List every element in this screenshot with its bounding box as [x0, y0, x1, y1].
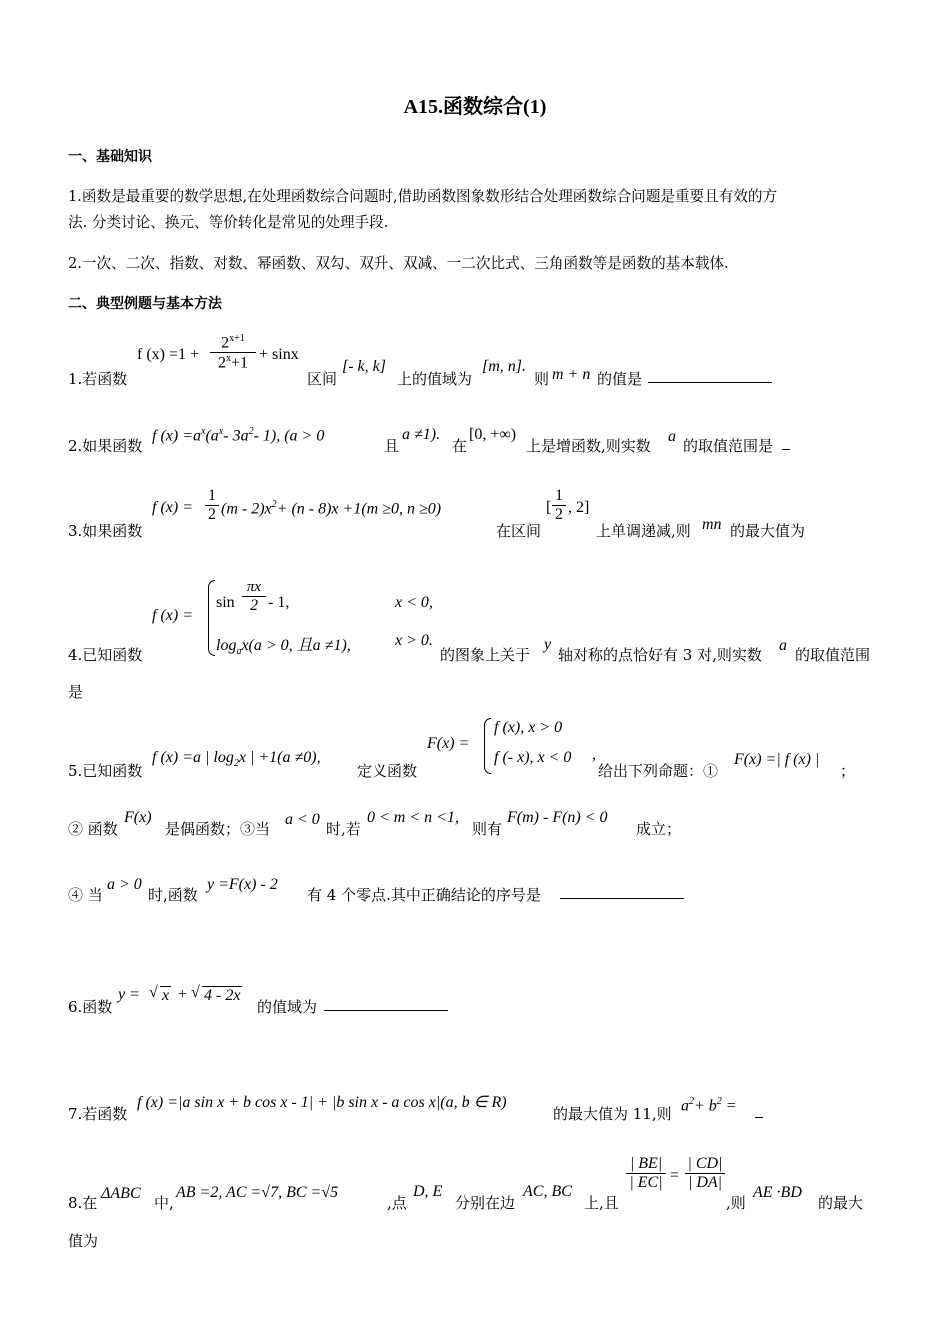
- q2-f4: - 1), (a > 0: [253, 427, 325, 445]
- q2-f2-exp: x: [218, 426, 224, 437]
- q7-a: a: [681, 1097, 689, 1115]
- q7-a-exp: 2: [689, 1096, 694, 1107]
- q5-f: f (x) =a | log: [152, 749, 234, 766]
- q4-case2-sub: a: [236, 646, 242, 658]
- q6-y: y =: [118, 986, 140, 1003]
- q2-condition: a ≠1).: [402, 426, 441, 443]
- q4-case1-den: 2: [250, 597, 258, 614]
- q1-function-head: f (x) =1 +: [137, 346, 200, 363]
- q7-text-1: 的最大值为 11,则: [553, 1105, 672, 1123]
- q5-line2-b: 是偶函数；③当: [165, 820, 271, 838]
- q5-line3-e: 有 4 个零点.其中正确结论的序号是: [307, 886, 541, 904]
- q6-lead: 6.函数: [68, 998, 113, 1016]
- q5-line2-e: 0 < m < n <1,: [367, 809, 459, 826]
- q5-line2-f: 则有: [472, 820, 503, 838]
- paragraph-1-line-1: 1.函数是最重要的数学思想,在处理函数综合问题时,借助函数图象数形结合处理函数综合问题是重要且有效的方: [68, 188, 778, 205]
- q3-expression: [221, 499, 441, 518]
- q7-function: f (x) =|a sin x + b cos x - 1| + |b sin x - a cos x|(a, b ∈ R): [137, 1094, 507, 1111]
- q7-eq: =: [725, 1097, 737, 1115]
- q2-var: a: [668, 428, 676, 445]
- q4-f: f (x) =: [152, 607, 193, 624]
- q5-semicolon: ；: [840, 762, 856, 780]
- q4-case1-fraction: [242, 579, 266, 615]
- q3-var: mn: [702, 516, 722, 533]
- q1-function-tail: + sinx: [259, 346, 299, 363]
- q6-sqrt-sign-1: √: [149, 984, 158, 1001]
- q2-f3-exp: 2: [248, 426, 254, 437]
- q8-den-2: | DA|: [687, 1174, 723, 1191]
- q2-text-1: 且: [384, 437, 400, 455]
- q8-points: D, E: [413, 1183, 443, 1200]
- q1-text-2: 上的值域为: [397, 370, 473, 388]
- q3-num: 1: [205, 487, 219, 506]
- q1-num: 2: [221, 334, 230, 352]
- q7-answer-blank[interactable]: [755, 1117, 763, 1118]
- q3-text-3: 的最大值为: [730, 522, 806, 540]
- q8-edges: AC, BC: [523, 1183, 572, 1200]
- q3-f2-exp: 2: [271, 499, 277, 510]
- q3-int-den: 2: [555, 506, 563, 523]
- q5-line3-b: a > 0: [107, 876, 142, 893]
- q1-fraction: [210, 333, 256, 373]
- q1-interval: [- k, k]: [342, 358, 386, 375]
- q4-brace: [208, 580, 215, 656]
- q4-var-y: y: [544, 636, 552, 653]
- q3-int-open: [: [546, 499, 552, 516]
- q3-lead: 3.如果函数: [68, 522, 143, 540]
- q4-text-4: 是: [68, 683, 84, 701]
- q8-fraction-1: [626, 1155, 666, 1192]
- q8-text-4: 上,且: [584, 1194, 619, 1212]
- q4-text-1: 的图象上关于: [440, 646, 531, 664]
- q5-line3-d: y =F(x) - 2: [207, 876, 278, 893]
- q2-text-2: 在: [452, 437, 468, 455]
- q2-f2: (a: [205, 427, 219, 445]
- q4-case1-a: sin: [216, 594, 235, 611]
- section-heading-basics: 一、基础知识: [68, 149, 152, 165]
- q8-triangle: ΔABC: [101, 1185, 141, 1202]
- q6-radicand-2: 4 - 2x: [204, 987, 241, 1004]
- q7-lead: 7.若函数: [68, 1105, 128, 1123]
- q8-num-2: | CD|: [685, 1155, 725, 1174]
- q8-product: AE ·BD: [753, 1184, 802, 1201]
- q4-text-2: 轴对称的点恰好有 3 对,则实数: [558, 646, 762, 664]
- q3-text-2: 上单调递减,则: [596, 522, 691, 540]
- q4-case2-cond: x > 0.: [395, 632, 433, 649]
- section-heading-examples: 二、典型例题与基本方法: [68, 296, 222, 312]
- q8-sides: AB =2, AC =√7, BC =√5: [176, 1184, 339, 1201]
- q4-lead: 4.已知函数: [68, 646, 143, 664]
- q1-text-3: 则: [534, 370, 550, 388]
- q5-f2: x | +1(a ≠0),: [238, 749, 321, 766]
- q5-comma: ,: [592, 746, 596, 763]
- q1-den-tail: +1: [230, 354, 249, 372]
- q8-text-1: 中,: [154, 1194, 174, 1212]
- q5-line3-a: ④ 当: [68, 886, 103, 904]
- q7-b-exp: 2: [716, 1096, 722, 1107]
- q3-den: 2: [208, 506, 216, 523]
- q4-case2: [216, 632, 351, 657]
- q6-text-1: 的值域为: [257, 998, 318, 1016]
- q5-brace: [484, 718, 491, 774]
- q5-line2-d: 时,若: [326, 820, 361, 838]
- q5-line2-g: F(m) - F(n) < 0: [507, 809, 608, 826]
- q3-int-num: 1: [552, 487, 566, 506]
- q1-den: 2: [217, 354, 226, 372]
- q2-f: f (x) =a: [152, 427, 201, 445]
- q5-line2-h: 成立；: [636, 820, 682, 838]
- q3-int-fraction: [552, 487, 566, 524]
- q4-case2-log: log: [216, 637, 237, 654]
- q3-f3: + (n - 8)x +1(m ≥0, n ≥0): [276, 500, 442, 518]
- q5-case1: f (x), x > 0: [494, 719, 563, 736]
- q1-lead: 1.若函数: [68, 370, 128, 388]
- q8-eq: =: [670, 1167, 680, 1184]
- q3-int-close: , 2]: [568, 499, 590, 516]
- q1-answer-blank[interactable]: [648, 382, 772, 383]
- q5-f-sub: 2: [233, 758, 239, 770]
- q2-f-exp: x: [201, 426, 206, 437]
- q3-text-1: 在区间: [496, 522, 542, 540]
- q5-text-1: 定义函数: [357, 762, 418, 780]
- q2-text-3: 上是增函数,则实数: [526, 437, 651, 455]
- q1-expr: m + n: [552, 366, 591, 383]
- q6-sqrt-sign-2: √: [191, 984, 200, 1001]
- q1-num-exp: x+1: [229, 333, 245, 344]
- q2-text-4: 的取值范围是: [683, 437, 774, 455]
- q8-lead: 8.在: [68, 1194, 98, 1212]
- q8-text-7: 值为: [68, 1232, 99, 1250]
- q5-prop-1: F(x) =| f (x) |: [734, 751, 820, 768]
- q5-case2: f (- x), x < 0: [494, 749, 572, 766]
- page-title: A15.函数综合(1): [403, 96, 547, 118]
- q4-var-a: a: [779, 637, 787, 654]
- q8-text-6: 的最大: [818, 1194, 864, 1212]
- q8-text-3: 分别在边: [455, 1194, 516, 1212]
- q4-case1-b: - 1,: [268, 594, 290, 611]
- q4-case1-num: πx: [242, 579, 266, 597]
- q5-line3-c: 时,函数: [148, 886, 198, 904]
- q4-case2-b: x(a > 0, 且a ≠1),: [241, 637, 351, 654]
- q6-plus: +: [178, 986, 188, 1003]
- q4-text-3: 的取值范围: [795, 646, 871, 664]
- q5-function: [152, 749, 321, 769]
- q6-radicand-1: x: [162, 987, 170, 1004]
- q8-den-1: | EC|: [629, 1174, 663, 1191]
- q6-answer-blank[interactable]: [324, 1010, 448, 1011]
- q2-lead: 2.如果函数: [68, 437, 143, 455]
- q5-text-2: 给出下列命题：①: [598, 762, 719, 780]
- q1-den-exp: x: [225, 353, 231, 365]
- q3-f1: f (x) =: [152, 499, 193, 516]
- q2-function: [152, 426, 324, 445]
- q5-answer-blank[interactable]: [560, 898, 684, 899]
- q1-text-1: 区间: [307, 370, 338, 388]
- q5-line2-F: F(x): [124, 809, 152, 826]
- q1-text-4: 的值是: [597, 370, 643, 388]
- q2-interval: [0, +∞): [469, 426, 517, 443]
- q8-num-1: | BE|: [626, 1155, 666, 1174]
- paragraph-2: 2.一次、二次、指数、对数、幂函数、双勾、双升、双减、一二次比式、三角函数等是函数的基本载体.: [68, 255, 729, 272]
- q8-text-2: ,点: [387, 1194, 407, 1212]
- q3-f2: (m - 2)x: [221, 500, 272, 518]
- q2-f3: - 3a: [223, 427, 249, 445]
- q7-b: + b: [694, 1097, 717, 1115]
- q5-lead: 5.已知函数: [68, 762, 143, 780]
- q5-line2-c: a < 0: [285, 811, 320, 828]
- q1-range: [m, n].: [482, 358, 527, 375]
- q2-answer-blank[interactable]: [782, 449, 790, 450]
- q8-fraction-2: [685, 1155, 725, 1192]
- q4-case1-cond: x < 0,: [395, 594, 433, 611]
- q8-text-5: ,则: [726, 1194, 746, 1212]
- q5-line2-a: ② 函数: [68, 820, 118, 838]
- q3-fraction: [205, 487, 219, 524]
- paragraph-1-line-2: 法. 分类讨论、换元、等价转化是常见的处理手段.: [68, 214, 389, 231]
- q5-F: F(x) =: [427, 735, 470, 752]
- q7-expression: [681, 1096, 737, 1115]
